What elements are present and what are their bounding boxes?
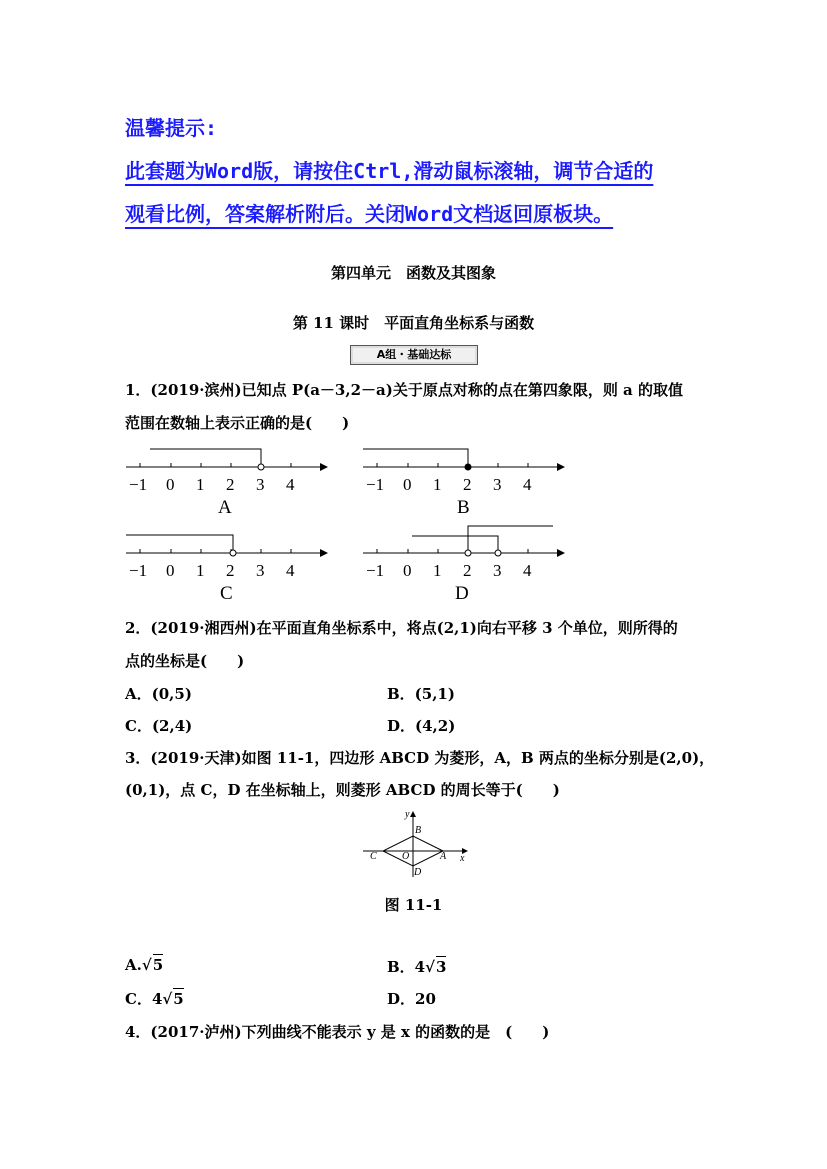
q1-line-2: 范围在数轴上表示正确的是( ) (125, 414, 350, 432)
tip-line-1: 此套题为Word版，请按住Ctrl,滑动鼠标滚轴，调节合适的 (125, 159, 654, 183)
q2-option-d: D．(4,2) (387, 717, 456, 735)
rhombus-figure (358, 805, 473, 880)
lesson-title: 第 11 课时 平面直角坐标系与函数 (292, 314, 535, 332)
unit-title: 第四单元 函数及其图象 (330, 264, 496, 282)
tick-neg1: −1 (129, 475, 148, 494)
q2-option-b: B．(5,1) (387, 685, 455, 703)
tick-2: 2 (463, 561, 472, 580)
tick-0: 0 (166, 561, 175, 580)
q3-option-c: C．4√5 (125, 990, 184, 1008)
tick-3: 3 (493, 475, 502, 494)
tick-0: 0 (403, 475, 412, 494)
tick-neg1: −1 (366, 561, 385, 580)
q2-line-1: 2．(2019·湘西州)在平面直角坐标系中，将点(2,1)向右平移 3 个单位，则所得的 (125, 619, 678, 637)
fig-label-d: D (414, 867, 422, 878)
tip-line-2: 观看比例，答案解析附后。关闭Word文档返回原板块。 (125, 202, 614, 226)
q1-line-1: 1．(2019·滨州)已知点 P(a－3,2－a)关于原点对称的点在第四象限，则 a 的取值 (125, 381, 683, 399)
tick-4: 4 (286, 475, 295, 494)
tick-1: 1 (433, 475, 442, 494)
q4-line-1: 4．(2017·泸州)下列曲线不能表示 y 是 x 的函数的是 ( ) (125, 1023, 550, 1041)
number-line-b (357, 440, 572, 520)
tick-2: 2 (463, 475, 472, 494)
number-line-a (120, 440, 335, 520)
q3-line-1: 3．(2019·天津)如图 11-1，四边形 ABCD 为菱形，A，B 两点的坐标分别是(2,0)， (125, 749, 715, 767)
tick-3: 3 (493, 561, 502, 580)
label-b: B (457, 497, 470, 518)
figure-caption: 图 11-1 (384, 896, 443, 914)
tick-4: 4 (523, 475, 532, 494)
q3-option-d: D．20 (387, 990, 436, 1008)
fig-label-x: x (460, 853, 465, 864)
tick-4: 4 (286, 561, 295, 580)
tick-2: 2 (226, 475, 235, 494)
q3-option-a: A.√5 (125, 956, 164, 974)
fig-label-c: C (370, 851, 377, 862)
tick-3: 3 (256, 475, 265, 494)
tick-2: 2 (226, 561, 235, 580)
number-line-d (357, 518, 572, 606)
q3-option-b: B．4√3 (387, 958, 447, 976)
q2-line-2: 点的坐标是( ) (125, 652, 245, 670)
tick-neg1: −1 (129, 561, 148, 580)
fig-label-y: y (405, 809, 410, 820)
fig-label-b: B (415, 825, 422, 836)
fig-label-a: A (440, 851, 447, 862)
fig-label-o: O (402, 851, 410, 862)
label-a: A (218, 497, 232, 518)
tip-heading: 温馨提示: (125, 116, 218, 140)
label-c: C (220, 583, 233, 604)
q2-option-c: C．(2,4) (125, 717, 193, 735)
tick-3: 3 (256, 561, 265, 580)
tick-0: 0 (403, 561, 412, 580)
tick-1: 1 (196, 561, 205, 580)
number-line-c (120, 526, 335, 606)
q2-option-a: A．(0,5) (125, 685, 192, 703)
group-badge: A组・基础达标 (350, 345, 478, 365)
tick-4: 4 (523, 561, 532, 580)
label-d: D (455, 583, 469, 604)
tick-0: 0 (166, 475, 175, 494)
tick-1: 1 (433, 561, 442, 580)
tick-1: 1 (196, 475, 205, 494)
q3-line-2: (0,1)，点 C，D 在坐标轴上，则菱形 ABCD 的周长等于( ) (125, 781, 560, 799)
tick-neg1: −1 (366, 475, 385, 494)
